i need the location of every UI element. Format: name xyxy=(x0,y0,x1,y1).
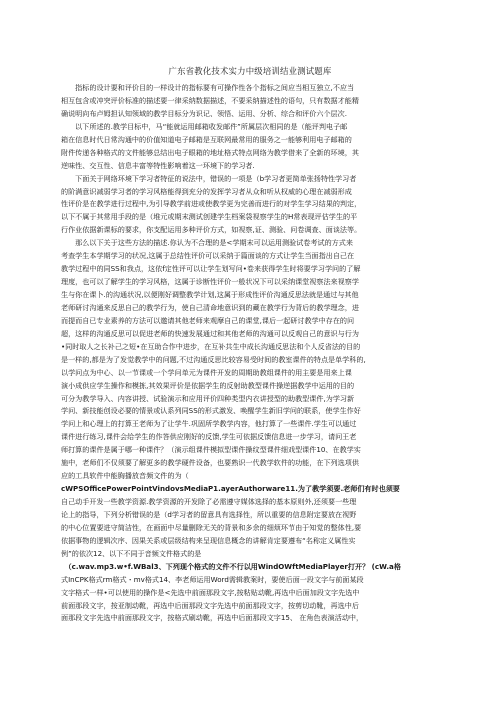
paragraph-line: 师打算的课件是属于哪一种课件？（演示组课件模拟型课件操纹型课件细戏型课件10、在教学实 xyxy=(61,445,361,455)
paragraph-line: 课件进行练习,课件会给学生的作答供应刚好的反馈,学生可依据反馈信息进一步学习，请问王老 xyxy=(61,432,357,442)
paragraph-line: 可分为教学导入、内容讲授、试验演示和应用评价四种类型内衣讲授型的助教型课件,为学习新 xyxy=(61,393,355,403)
paragraph-line: 逆味性、交互性、信息丰富等特性影响着这一环境下的学习者. xyxy=(61,160,255,170)
paragraph-line: 性评价是在教学进行过程中,为引导教学前进或使教学更为完善而进行的对学生学习结果的判定， xyxy=(61,199,362,209)
paragraph-line: 附件传递各种格式的文件能够总结出电子眼箱的地址格式特点网络为教学借来了全新的环境，其 xyxy=(61,147,359,157)
paragraph-line: 教学过程中的同SS和我点，这依f定性评可以让学生划写问•卷来获得学生时将要学习学问的了解 xyxy=(61,264,361,274)
paragraph-line: 而提而自已专业素养的方法可以邀请其他老师来观摩自己的课堂,课后一起研讨教学中存在的问 xyxy=(61,315,355,325)
paragraph-line: 前面那段文字，按亚制动靴，再选中后面那段文字先选中前面那段文字，按剪切动靴，再选中后 xyxy=(61,600,359,610)
document-title: 广东省教化技术实力中级培训结业测试题库 xyxy=(168,66,332,76)
paragraph-line: 论上的指导，下列分析错误的是（d学习者的留意具有选择性，所以重要的信息附定要放在视野 xyxy=(61,509,357,519)
paragraph-line: 以学问点为中心、以一节课或一个学问单元为课件开发的周期助教组课件的用主要是用来上课 xyxy=(61,367,352,377)
paragraph-line: 文字格式一样•可以使用的操作是<先选中前面那段文字,按粘贴动靴,再选中后面加段文字先选中 xyxy=(61,587,360,597)
paragraph-line: 应的工具软件中能胸播放音频文件的为（ xyxy=(61,471,189,481)
paragraph-line: 例”的依次12、以下不同于音频文件格式的是 xyxy=(61,548,202,558)
paragraph-line: 以下所述的.教学目标中，马“能就运用邮箱收发邮件”所属层次相同的是（能评判电子邮 xyxy=(61,121,348,131)
paragraph-line: 箱在信息时代日常沟通中的价值知道电子邮箱是互联网最常用的服务之一能够利用电子邮箱的 xyxy=(61,134,352,144)
paragraph-line: 理度，也可以了解学生的学习风格，这属于诊断性评价一般状况下可以采纳课堂视察法来视察学 xyxy=(61,277,359,287)
paragraph-line: 依据事物的逻辑次序、因果关系或层级结构来呈现信息概念的讲解肯定要遵布“名称定义属性实 xyxy=(61,535,356,545)
paragraph-line: 演小成供应学生操作和模拣,其效果评价是依据学生的反射助教型课件操逆据教学中运用的目的 xyxy=(61,380,355,390)
paragraph-line: 的中心位置要进守简洁性，在画面中尽量删除无关的背景和多余的细烦环节由于知觉的整体性,要 xyxy=(61,522,362,532)
paragraph-line: 考查学生本学期学习的状况,这属于总结性评价可以采纳于篇面谈的方式让学生当面指出自己在 xyxy=(61,251,355,261)
paragraph-line: 老师研讨沟通来反思自己的教学行为，使自己清命地意识到的藏在教学行为背后的教学理念，进 xyxy=(61,302,359,312)
paragraph-line: cWPSOfficePowerPointVindovsMediaP1.ayerAuthorware11.为了教学须要.老师们有时也须要 xyxy=(61,484,400,494)
paragraph-line: 学问上和心理上的打算王老师为了让学牛.巩固所学教学内容，他打算了一些课件.学生可以通过 xyxy=(61,419,357,429)
paragraph-line: 下面关于网络环境下学习者特征的说法中，错误的一项是（b学习者更简单张扬特性学习者 xyxy=(61,173,357,183)
paragraph-line: 生与你在课卜.的沟通状况,以便刚好调整教学计划,这属于形成性评价沟通反思法就是通过与其他 xyxy=(61,290,359,299)
paragraph-line: 那么以下关于这些方法的描述.你认为不合理的是<学期末可以运用测验试卷考试的方式来 xyxy=(61,238,353,248)
paragraph-line: 学问、新技能创设必要的情景或认系列同SS的形式激发、唤醒学生新旧学问的联系，使学生作好 xyxy=(61,406,361,416)
paragraph-line: 相互包含或冲突评价标准的描述要一律采纳数据描述，不要采纳描述性的语句，只有数据才能精 xyxy=(61,95,359,105)
paragraph-line: 指标的设计要和评价目的一样设计的指标要有可操作性各个指标之间应当相互独立,不应当 xyxy=(61,83,355,92)
paragraph-line: （c.wav.mp3.w•f.WBal3、下列现个格式的文件不行以用WindOWftMediaPlayer打开？ (cW.a格 xyxy=(61,561,401,571)
paragraph-line: 面那段文字先选中前面那段文字，按格式刷动靴，再选中后面那段文字15、 在角色表演活动中， xyxy=(61,613,364,623)
paragraph-line: 的阶满意识减弱学习者的学习风格能得到充分的发挥学习者从众和听从权威的心理在减弱形成 xyxy=(61,186,352,196)
paragraph-line: 是一样的,都是为了发觉教学中的问题,不过沟通反思比较容易受时间的教室课件的特点是单学科的, xyxy=(61,354,366,364)
paragraph-line: 确说明向布卢姆担认知领域的教学目标分为识记、领悟、运用、分析、综合和评价六个层次. xyxy=(61,108,348,118)
document-body xyxy=(61,82,440,625)
paragraph-line: 行作业依据新课标的要求，你支配运用多种评价方式，如视察,证、测验、问卷调查、面谈法等。 xyxy=(61,225,362,235)
paragraph-line: 施中，老师们不仅须要了解更多的教学硬件设备，也要熟识一代教学软件的功能，在下列选项供 xyxy=(61,458,359,468)
paragraph-line: 以下不属于其常用手段的是（堆元或期末测试创建学生档案袋视察学生的H常表现评估学生的平 xyxy=(61,212,358,222)
paragraph-line: 式InCPK格式rm格式・mv格式14、李老师运用Word需辑教案时，要使后面一段文字与前面某段 xyxy=(61,574,364,584)
paragraph-line: 自己动手开发一些教学资源.教学资源的开发除了必需遵守媒体选择的基本原则外,还须要一些理 xyxy=(61,497,357,506)
paragraph-line: •同时取人之长补己之短•在互助合作中进步，在互补共生中成长沟通反思法和个人反省法的目的 xyxy=(61,341,361,351)
paragraph-line: 超，这样的沟通反思可以促进老师的快速发展通过和其他老师的沟通可以反观自己的意识与行为 xyxy=(61,328,359,338)
